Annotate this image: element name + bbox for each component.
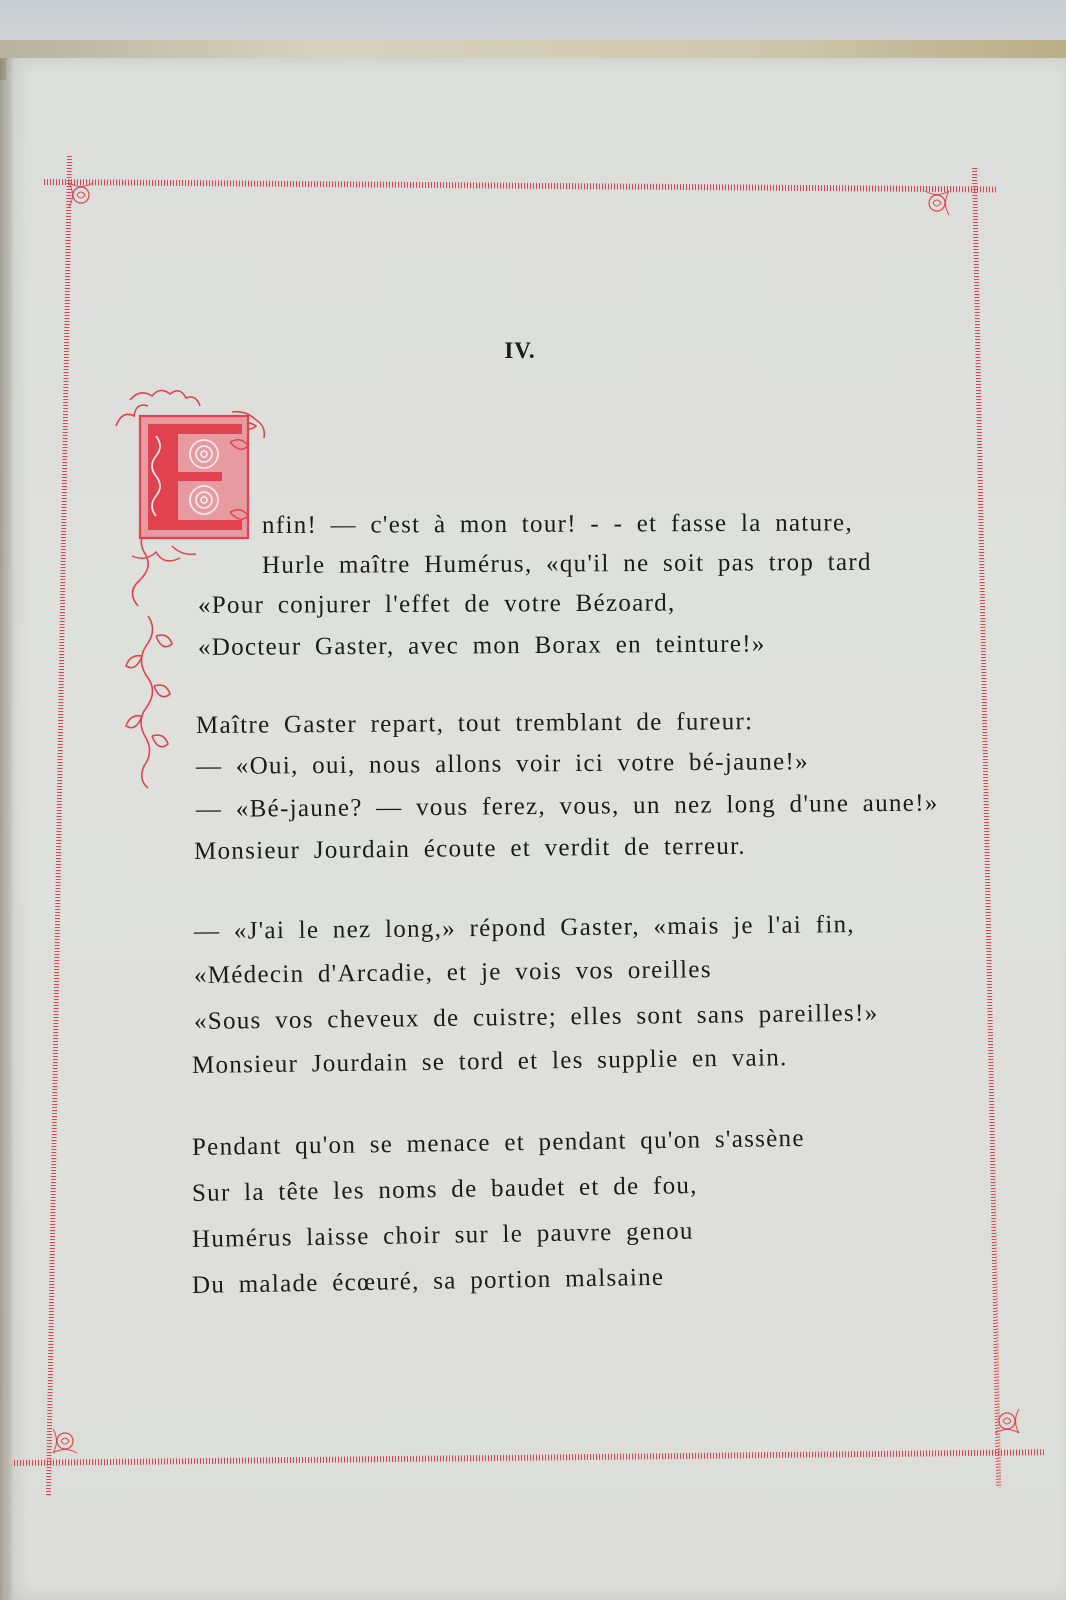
poem-line: nfin! — c'est à mon tour! - - et fasse la nature, xyxy=(261,509,854,539)
poem-line: Hurle maître Humérus, «qu'il ne soit pas trop tard xyxy=(261,548,872,579)
poem-line: — «Oui, oui, nous allons voir ici votre bé-jaune!» xyxy=(195,748,809,780)
poem-line: «Sous vos cheveux de cuistre; elles sont sans pareilles!» xyxy=(193,999,879,1035)
section-heading: IV. xyxy=(504,338,536,363)
poem-line: Du malade écœuré, sa portion malsaine xyxy=(191,1263,665,1299)
poem-line: «Pour conjurer l'effet de votre Bézoard, xyxy=(197,589,676,619)
poem-line: Maître Gaster repart, tout tremblant de fureur: xyxy=(195,708,754,739)
poem-line: — «Bé-jaune? — vous ferez, vous, un nez long d'une aune!» xyxy=(195,789,939,823)
poem-line: Monsieur Jourdain écoute et verdit de terreur. xyxy=(193,832,747,865)
poem-line: «Médecin d'Arcadie, et je vois vos oreilles xyxy=(193,956,712,989)
poem-line: Pendant qu'on se menace et pendant qu'on s'assène xyxy=(191,1124,805,1161)
poem-line: Sur la tête les noms de baudet et de fou, xyxy=(191,1172,698,1207)
poem-line: Monsieur Jourdain se tord et les supplie en vain. xyxy=(191,1044,788,1079)
poem-line: — «J'ai le nez long,» répond Gaster, «mais je l'ai fin, xyxy=(193,911,856,945)
poem-line: «Docteur Gaster, avec mon Borax en teinture!» xyxy=(197,630,766,661)
poem-line: Humérus laisse choir sur le pauvre genou xyxy=(191,1217,694,1253)
